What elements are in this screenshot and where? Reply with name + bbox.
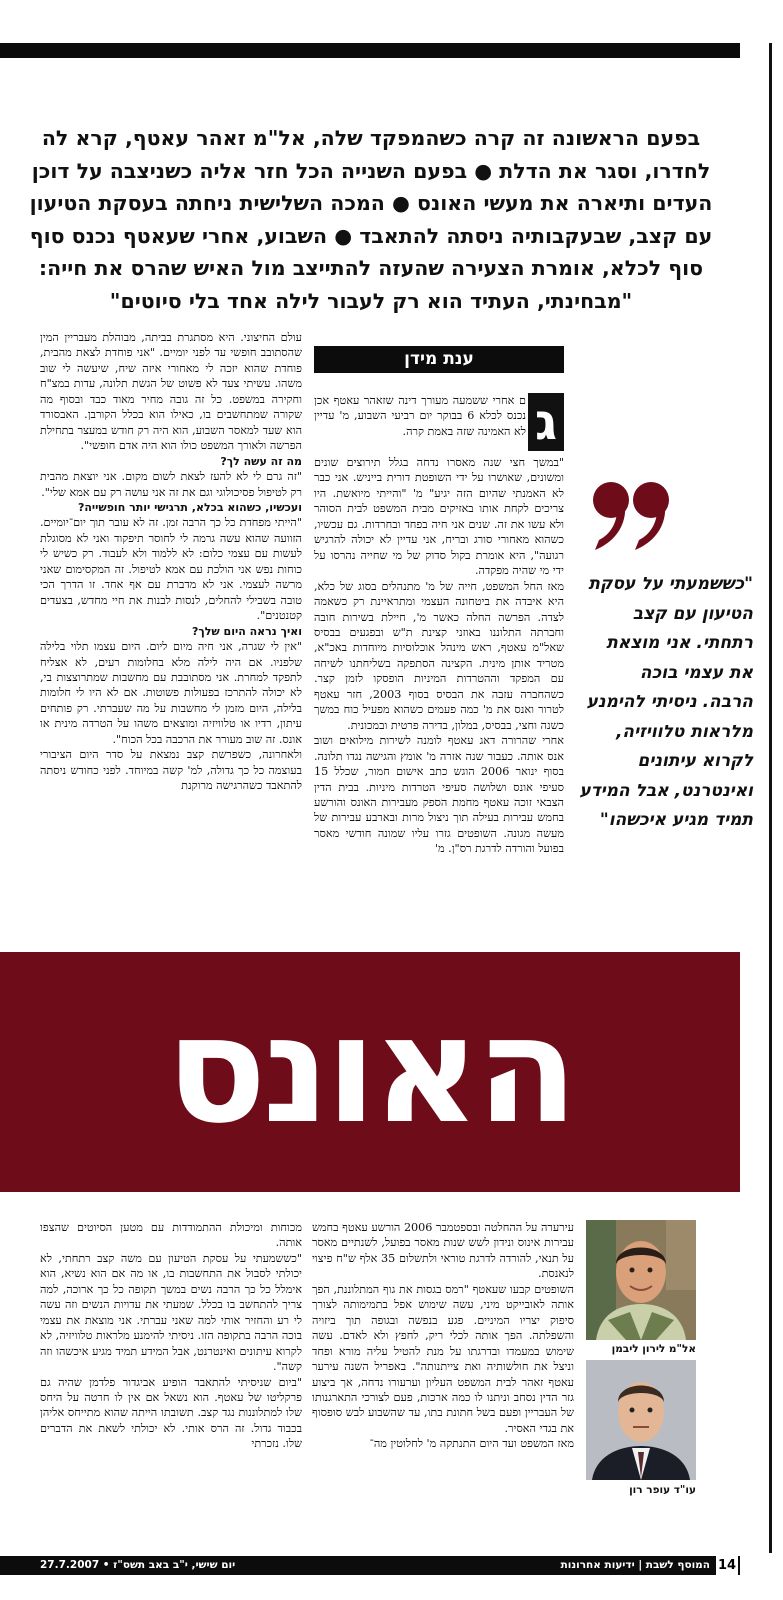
quote-mark-icon [587, 470, 677, 560]
side-rule [769, 43, 772, 1553]
lead-line: עם קצב, שבעקבותיה ניסתה להתאבד ● השבוע, אחרי שעאטף נכנס סוף [29, 223, 713, 248]
pull-quote-line: הטיעון עם קצב [632, 603, 753, 624]
pull-quote-line: תמיד מגיע איכשהו" [599, 810, 753, 830]
pull-quote [568, 570, 753, 836]
article-paragraph: עירערה על ההחלטה ובספטמבר 2006 הורשע עאטף בחמש עבירות אינוס ונידון לשש שנות מאסר בפועל, לשנתיים מאסר על תנאי, להורדה לדרגת טוראי ולתשלום 35 אלף ש"ח פיצוי לנאנסת. [312, 1221, 574, 1281]
article-paragraph: ולאחרונה, כשפרשת קצב נמצאת על סדר היום הציבורי בעוצמה כל כך גדולה, למ' קשה במיוחד. לפני כחודש ניסתה להתאבד כשהרגישה מרוקנת [40, 748, 302, 793]
article-paragraph: "כששמעתי על עסקת הטיעון עם משה קצב רתחתי, לא יכולתי לסבול את התחשבות בו, או מה אם הוא נשיא, הוא אימלל כל כך הרבה נשים במשך תקופה כל כך ארוכה, למה צריך להתחשב בו בכלל. שמעתי את עדויות הנשים וזה עשה לי רע והחזיר אותי למה שאני עברתי. אני מוצאת את עצמי בוכה הרבה בתקופה הזו. ניסיתי להימנע מלראות טלוויזיה, לא לקרוא עיתונים ואינטרנט, אבל המידע תמיד מגיע איכשהו וזה קשה". [40, 1251, 302, 1374]
article-paragraph: מאז החל המשפט, חייה של מ' מתנהלים בסוג של כלא, היא איבדה את ביטחונה העצמי ומתראיינת רק כשאמה לצדה. הפרשה החלה כאשר מ', חיילת בשירות חובה וחברתה התלוננו באוזני קצינת ת"ש ובפגעים בבסיס שאל"מ עאטף, ראש מינהל אוכלוסיות מיוחדות באכ"א, מטריד אותן מינית. הקצינה הסתפקה בשליחתנו לשיחה עם המפקד וההטרדות המיניות הופסקו לזמן קצר. כשהחברה עזבה את הבסיס בסוף 2003, חזר עאטף לטרור ואנס את מ' כמה פעמים כשהוא מפעיל כוח במשך כשנה וחצי, בבסיס, במלון, בדירה פרטית ובמכונית. [314, 579, 564, 732]
lead-line: העדים ותיארה את מעשי האונס ● המכה השלישית ניחתה בעסקת הטיעון [29, 191, 713, 215]
article-paragraph: "ביום שניסיתי להתאבד הופיע אביגדור פלדמן שהיה גם פרקליטו של עאטף. הוא נשאל אם אין לו חרטה על היחס שלו למתלוננות נגד קצב. תשובתו הייתה שהוא מתייחס אליהן בכבוד גדול. זה הרס אותי. לא יכולתי לשאת את הדברים שלו. נזכרתי [40, 1375, 302, 1451]
article-paragraph: מאז המשפט ועד היום התנתקה מ' לחלוטין מה־ [369, 1437, 574, 1451]
article-column-right-intro [314, 393, 526, 455]
article-column-left-bottom [40, 1220, 302, 1540]
article-column-middle-bottom [312, 1220, 574, 1540]
interview-question: ועכשיו, כשהוא בכלא, תרגישי יותר חופשייה? [77, 500, 302, 514]
lead-line: סוף לכלא, אומרת הצעירה שהעזה להתייצב מול האיש שהרס את חייה: [38, 256, 704, 280]
article-column-right-top [314, 455, 564, 915]
pull-quote-line: ואינטרנט, אבל המידע [579, 780, 753, 801]
article-paragraph: "במשך חצי שנה מאסרו נדחה בגלל תירוצים שונים ומשונים, שאושרו על ידי השופטת דורית בייניש. אני כבר לא האמנתי שהיום הזה יגיע" מ' "והייתי מיואשת. היו צריכים לקחת אותו באזיקים מבית המשפט לבית הסוהר ולא עשו את זה. שנים אני חיה בפחד ובחרדות. גם עכשיו, כשהוא מאחורי סורג ובריח, אני עדיין לא יכולה להרגיש רגועה", היא אומרת בקול סדוק של מי שחייה נהרסו על ידי מי שהיה מפקדה. [314, 456, 564, 578]
lead-line: לחדרו, וסגר את הדלת ● בפעם השנייה הכל חזר אליה כשניצבה על דוכן [31, 158, 711, 183]
photo-caption-2: עו"ד עופר רון [629, 1484, 696, 1496]
lead-paragraph [16, 122, 726, 317]
article-column-left-top [40, 330, 302, 915]
portrait-photo-2 [586, 1360, 696, 1480]
pull-quote-line: מלראות טלוויזיה, [615, 721, 753, 742]
author-byline: ענת מידן [314, 346, 564, 373]
article-paragraph: "זה גרם לי לא להעז לצאת לשום מקום. אני יוצאת מהבית רק לטיפול פסיכולוגי וגם את זה אני עושה רק עם אמא שלי". [40, 470, 302, 499]
page-number: 14 [717, 1558, 737, 1573]
portrait-photo-1 [586, 1220, 696, 1340]
photo-caption-1: אל"מ לירון ליבמן [611, 1343, 696, 1355]
section-name: המוסף לשבת | ידיעות אחרונות [560, 1559, 710, 1571]
drop-cap: ג [528, 393, 564, 451]
page-footer [0, 1556, 740, 1575]
article-paragraph: "הייתי מפחדת כל כך הרבה זמן. זה לא עובר תוך יום־יומיים. הזוועה שהוא עשה גרמה לי לחוסר תיפקוד ואני לא מסוגלת לעשות עם עצמי כלום: לא ללמוד ולא לעבוד. רק כשיש לי כוחות נפש אני הולכת עם אמא לטיפול. זה המקסימום שאני מרשה לעצמי. אני לא מדברת עם אף אחד. זו הדרך הכי טובה בשבילי להחלים, לנסות לבנות את חיי מחדש, בצעדים קטנטנים". [40, 516, 302, 623]
article-paragraph: עולם החיצוני. היא מסתגרת בביתה, מבוהלת מעבריין המין שהסתובב חופשי עד לפני יומיים. "אני פוחדת לצאת מהבית, פוחדת שהוא יזכה לי מאחורי איזה שיח, שיעשה לי שוב משהו. עשיתי צעד לא פשוט של הגשת תלונה, עדות במצ"ח וחקירה במשפט. כל זה גובה מחיר מאוד כבד ובסוף מה שקורה שמתחשבים בו, כאילו הוא בכלל הקורבן. האבסורד הוא שעד למאסר השבוע, הוא היה רק חודש במעצר בתחילת הפרשה ולאורך המשפט כולו הוא היה אדם חופשי". [40, 331, 302, 453]
article-paragraph: השופטים קבעו שעאטף "רמס בגסות את גוף המתלוננת, הפך אותה לאובייקט מיני, עשה שימוש אפל בתמימותה לצורך סיפוק יצריו המיניים. פגע בנפשה ובגופה תוך ביזויה והשפלתה. הפך אותה לכלי ריק, לחפץ ולא לאדם. עשה שימוש במעמדו ובדרגתו על מנת להטיל עליה מורא ופחד וניצל את חולשותיה ואת צייתנותה". באפריל השנה עירער עאטף זאהר לבית המשפט העליון וערעורו נדחה, אך ביצוע גזר הדין נסחב וניתנו לו כמה ארכות, פעם לצורכי התארגנותו של העבריין ופעם בשל חתונת בתו, עד שהשבוע לבש סופסוף את בגדי האסיר. [312, 1282, 574, 1435]
pull-quote-line: לקרוא עיתונים [637, 751, 753, 771]
pull-quote-line: רתחתי. אני מוצאת [606, 633, 753, 653]
article-paragraph: "אין לי שגרה, אני חיה מיום ליום. היום עצמו תלוי בלילה שלפניו. אם היה לילה מלא בחלומות רעים, לא אצליח לתפקד למחרת. אני מסתובבת עם מחשבות שמתרוצצות בי, לא יכולה להתרכז בפעולות פשוטות. אם לא היו לי חלומות בלילה, היום מזמן לי מחשבות על מה שעברתי. רק פותחים עיתון, רדיו או טלוויזיה ומוצאים משהו על הטרדה מינית או אונס. זה שוב מעורר את הרכבה בכל הכוח". [40, 640, 302, 746]
pull-quote-line: "כששמעתי על עסקת [588, 574, 753, 594]
pull-quote-line: את עצמי בוכה [639, 662, 753, 683]
lead-line: בפעם הראשונה זה קרה כשהמפקד שלה, אל"מ זאהר עאטף, קרא לה [41, 126, 701, 150]
top-rule [0, 43, 740, 58]
article-paragraph: אחרי שהרורה דאג עאטף לומנה לשירות מילואים ושוב אנס אותה. כעבור שנה אזרה מ' אומץ והגישה נגדו תלונה. בסוף ינואר 2006 הוגש כתב אישום חמור, שכלל 15 סעיפי אונס ושלושה סעיפי הטרדות מיניות. בבית הדין הצבאי זוכה עאטף מחמת הספק מעבירות האונס והורשע בחמש עבירות בעילה תוך ניצול מרות ובארבע עבירות של מעשה מגונה. השופטים גזרו עליו שמונה חודשי מאסר בפועל והורדה לדרגת רס"ן. מ' [314, 734, 564, 856]
interview-question: ואיך נראה היום שלך? [192, 624, 302, 638]
pull-quote-line: הרבה. ניסיתי להימנע [586, 692, 753, 712]
article-paragraph: מכוחות ומיכולת ההתמודדות עם מטען הסיוטים שהצפו אותה. [40, 1221, 302, 1250]
interview-question: מה זה עשה לך? [220, 454, 302, 468]
lead-line: "מבחינתי, העתיד הוא רק לעבור לילה אחד בלי סיוטים" [109, 288, 633, 313]
issue-date: יום שישי, י"ב באב תשס"ז • 27.7.2007 [40, 1559, 236, 1571]
headline-title: האונס [166, 984, 574, 1156]
headline-banner [0, 952, 740, 1192]
article-paragraph: ם אחרי ששמעה מעורך דינה שזאהר עאטף אכן נכנס לכלא 6 בבוקר יום רביעי השבוע, מ' עדיין לא האמינה שזה באמת קרה. [314, 394, 526, 438]
